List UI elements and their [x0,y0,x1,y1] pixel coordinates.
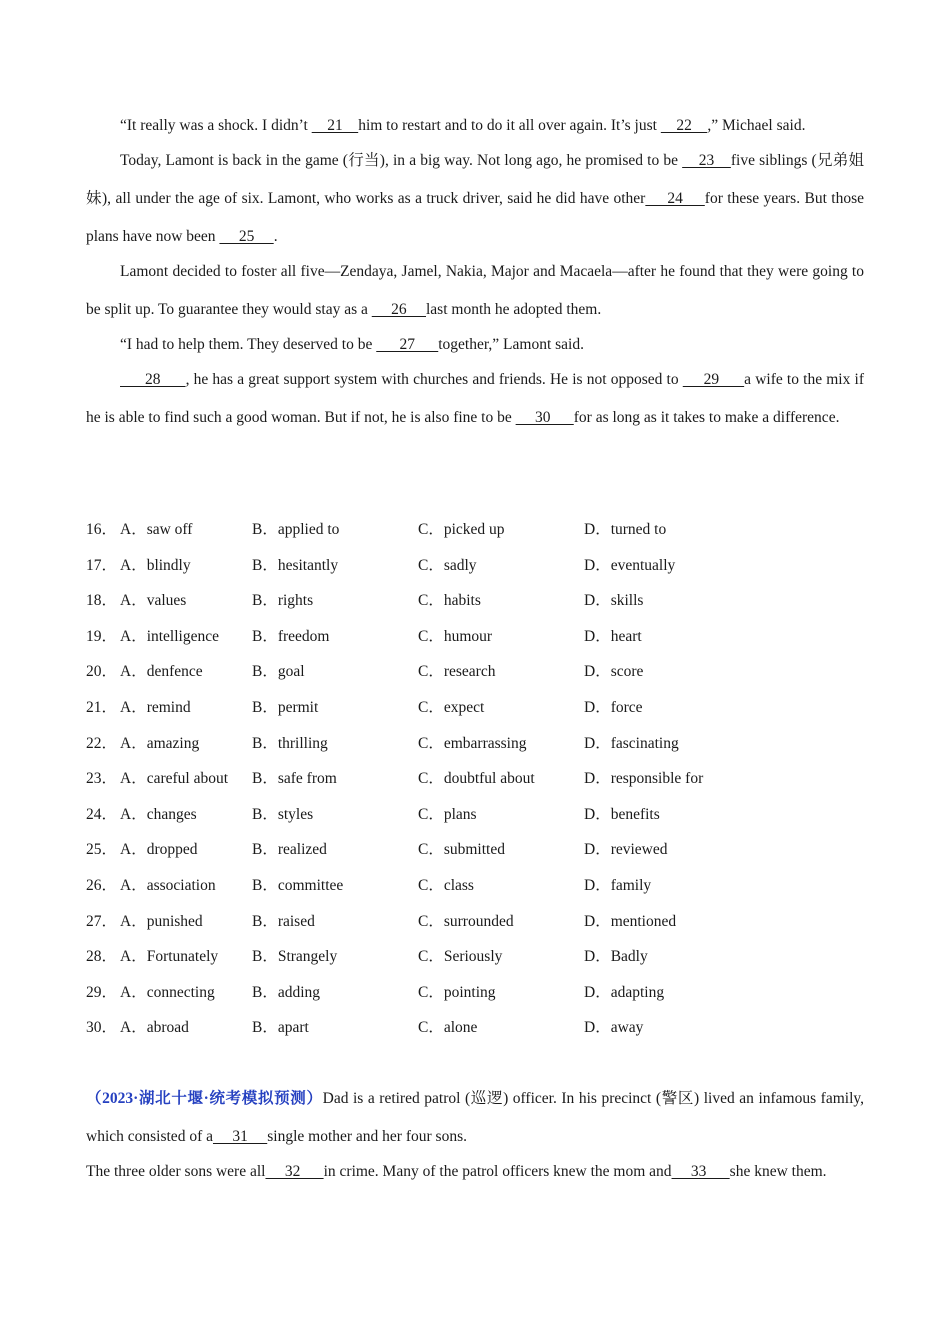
option-c[interactable]: C．doubtful about [418,770,535,788]
option-d[interactable]: D．benefits [584,805,660,823]
question-number: 21． [86,698,118,716]
text: Today, Lamont is back in the game (行当), in a big way. Not long ago, he promised to be [120,152,683,169]
option-c[interactable]: C．sadly [418,556,477,574]
option-a[interactable]: A．connecting [120,983,215,1001]
question-row [86,797,864,833]
option-a[interactable]: A．denfence [120,663,203,681]
blank-31[interactable]: 31 [212,1128,268,1145]
question-number: 25． [86,841,118,859]
option-b[interactable]: B．adding [252,983,321,1001]
option-a[interactable]: A．blindly [120,556,191,574]
blank-25[interactable]: 25 [219,228,274,245]
option-a[interactable]: A．punished [120,912,203,930]
paragraph-7 [86,1153,864,1191]
question-row [86,975,864,1011]
question-number: 16． [86,521,118,538]
blank-32[interactable]: 32 [265,1163,324,1180]
passage-two [86,1080,864,1191]
option-b[interactable]: B．apart [252,1019,309,1037]
option-a[interactable]: A．changes [120,805,197,823]
option-b[interactable]: B．applied to [252,521,340,538]
text: “It really was a shock. I didn’t [120,117,312,134]
option-d[interactable]: D．adapting [584,983,665,1001]
option-c[interactable]: C．embarrassing [418,734,527,752]
blank-21[interactable]: 21 [311,117,359,134]
question-row [86,1010,864,1046]
text: Lamont decided to foster all five—Zendaya, Jamel, Nakia, Major and Macaela—after he found that they were going to be split up. To guarantee they would stay as a [86,263,864,318]
question-row [86,619,864,655]
blank-24[interactable]: 24 [645,190,705,207]
question-row [86,868,864,904]
option-c[interactable]: C．picked up [418,521,505,538]
option-a[interactable]: A．dropped [120,841,198,859]
question-number: 26． [86,876,118,894]
option-d[interactable]: D．Badly [584,948,648,966]
option-d[interactable]: D．responsible for [584,770,704,788]
option-a[interactable]: A．association [120,876,216,894]
option-b[interactable]: B．styles [252,805,314,823]
option-d[interactable]: D．mentioned [584,912,677,930]
question-row [86,583,864,619]
question-row [86,832,864,868]
option-d[interactable]: D．score [584,663,644,681]
question-number: 18． [86,592,118,610]
option-c[interactable]: C．research [418,663,496,681]
option-d[interactable]: D．fascinating [584,734,679,752]
question-row [86,548,864,584]
option-a[interactable]: A．careful about [120,770,229,788]
question-row [86,939,864,975]
option-b[interactable]: B．thrilling [252,734,328,752]
option-b[interactable]: B．rights [252,592,314,610]
text: , he has a great support system with churches and friends. He is not opposed to [185,371,683,388]
paragraph-1 [86,107,864,145]
option-c[interactable]: C．submitted [418,841,505,859]
option-d[interactable]: D．away [584,1019,644,1037]
text: . [273,228,278,245]
text: for as long as it takes to make a difference. [573,409,840,426]
question-number: 24． [86,805,118,823]
option-d[interactable]: D．reviewed [584,841,668,859]
option-a[interactable]: A．saw off [120,521,193,538]
question-number: 22． [86,734,118,752]
option-b[interactable]: B．freedom [252,627,330,645]
option-c[interactable]: C．alone [418,1019,478,1037]
question-number: 20． [86,663,118,681]
text: last month he adopted them. [426,301,602,318]
blank-29[interactable]: 29 [682,371,745,388]
option-d[interactable]: D．heart [584,627,642,645]
option-c[interactable]: C．habits [418,592,481,610]
text: five siblings (兄弟姐妹), all under the age of six. Lamont, who works as a truck driver, said he did have other [86,152,864,207]
blank-23[interactable]: 23 [682,152,731,169]
option-c[interactable]: C．expect [418,698,485,716]
option-d[interactable]: D．turned to [584,521,667,538]
question-number: 23． [86,770,118,788]
option-d[interactable]: D．force [584,698,643,716]
question-number: 29． [86,983,118,1001]
option-c[interactable]: C．plans [418,805,477,823]
text: for these years. But those plans have now been [86,190,864,245]
text: a wife to the mix if he is able to find such a good woman. But if not, he is also fine to be [86,371,865,426]
blank-26[interactable]: 26 [371,301,426,318]
question-row [86,726,864,762]
options-list [86,512,864,1046]
paragraph-2 [86,142,864,256]
option-d[interactable]: D．eventually [584,556,676,574]
blank-28[interactable]: 28 [120,371,186,388]
question-row [86,904,864,940]
option-c[interactable]: C．humour [418,627,493,645]
option-c[interactable]: C．surrounded [418,912,514,930]
paragraph-4 [86,326,864,364]
option-b[interactable]: B．raised [252,912,315,930]
option-d[interactable]: D．skills [584,592,644,610]
question-number: 28． [86,948,118,966]
blank-30[interactable]: 30 [515,409,574,426]
paragraph-5 [86,361,864,437]
text: “I had to help them. They deserved to be [120,336,377,353]
text: she knew them. [729,1163,827,1180]
option-b[interactable]: B．hesitantly [252,556,339,574]
blank-22[interactable]: 22 [660,117,708,134]
option-a[interactable]: A．remind [120,698,191,716]
paragraph-3 [86,253,864,329]
option-a[interactable]: A．intelligence [120,627,219,645]
option-a[interactable]: A．values [120,592,187,610]
option-a[interactable]: A．amazing [120,734,200,752]
text: him to restart and to do it all over again. It’s just [358,117,661,134]
blank-27[interactable]: 27 [376,336,439,353]
option-c[interactable]: C．Seriously [418,948,503,966]
question-row [86,761,864,797]
blank-33[interactable]: 33 [671,1163,730,1180]
question-row [86,654,864,690]
option-b[interactable]: B．permit [252,698,319,716]
question-number: 19． [86,627,118,645]
option-b[interactable]: B．realized [252,841,327,859]
question-number: 17． [86,556,118,574]
text: in crime. Many of the patrol officers knew the mom and [323,1163,672,1180]
option-b[interactable]: B．committee [252,876,344,894]
option-c[interactable]: C．pointing [418,983,496,1001]
option-b[interactable]: B．Strangely [252,948,338,966]
question-row [86,690,864,726]
passage-one [86,107,864,437]
question-number: 27． [86,912,118,930]
text: The three older sons were all [86,1163,266,1180]
paragraph-6 [86,1080,864,1156]
option-a[interactable]: A．abroad [120,1019,189,1037]
option-d[interactable]: D．family [584,876,652,894]
source-label: （2023·湖北十堰·统考模拟预测） [86,1090,323,1107]
text: together,” Lamont said. [438,336,584,353]
option-a[interactable]: A．Fortunately [120,948,219,966]
option-b[interactable]: B．goal [252,663,305,681]
question-row [86,512,864,548]
text: ,” Michael said. [707,117,806,134]
option-b[interactable]: B．safe from [252,770,337,788]
text: Dad is a retired patrol (巡逻) officer. In his precinct (警区) lived an infamous family, which consisted of a [86,1090,864,1145]
text: single mother and her four sons. [267,1128,467,1145]
option-c[interactable]: C．class [418,876,474,894]
question-number: 30． [86,1019,118,1037]
